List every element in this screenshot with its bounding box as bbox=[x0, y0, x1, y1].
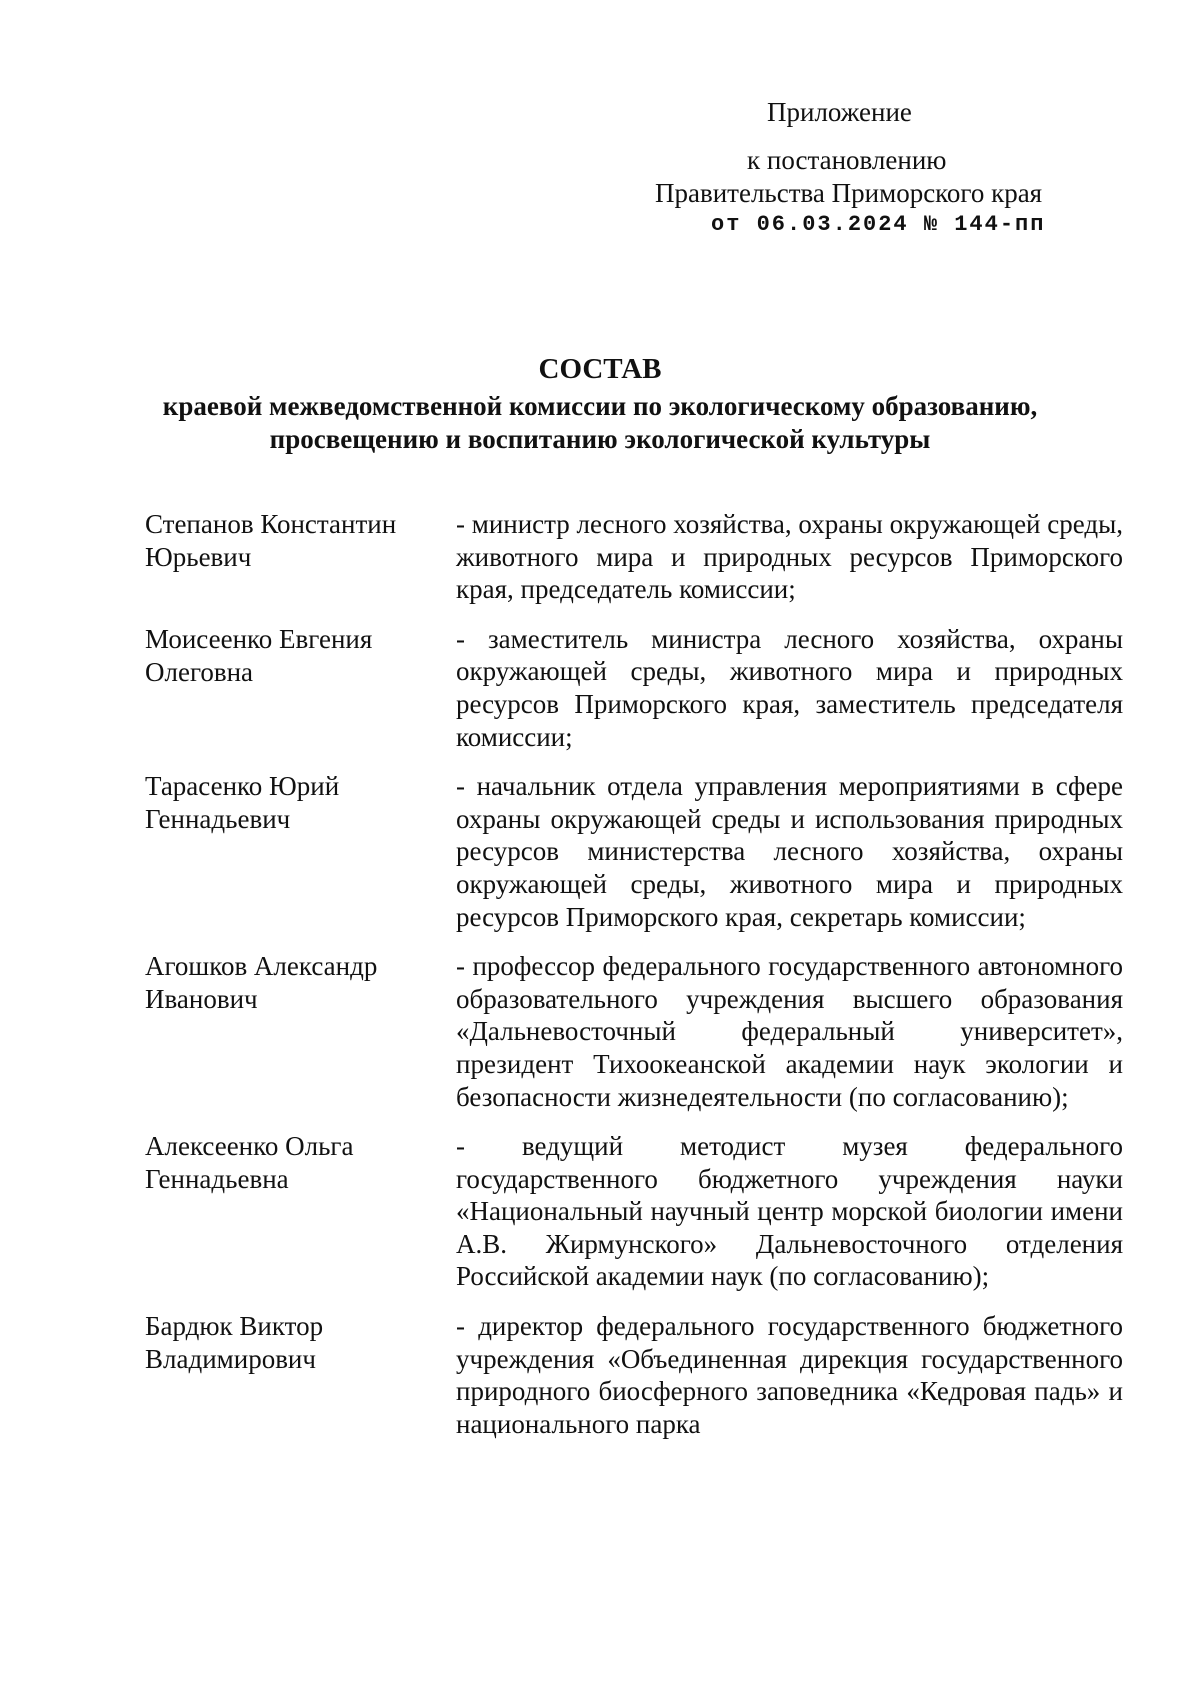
member-patronymic: Олеговна bbox=[145, 656, 254, 687]
member-role: - заместитель министра лесного хозяйства, охраны окружающей среды, животного мира и природных ресурсов Приморского края, заместитель председателя комиссии; bbox=[456, 623, 1123, 752]
appendix-resolution-ref: к постановлению bbox=[747, 145, 947, 175]
member-role: - профессор федерального государственного автономного образовательного учреждения высшего образования «Дальневосточный федеральный университет», президент Тихоокеанской академии наук экологии и безопасности жизнедеятельности (по согласованию); bbox=[456, 951, 1123, 1112]
member-entry bbox=[145, 950, 1125, 1113]
member-surname-first: Алексеенко Ольга bbox=[145, 1131, 354, 1162]
member-entry bbox=[145, 770, 1125, 933]
member-role: - министр лесного хозяйства, охраны окружающей среды, животного мира и природных ресурсов Приморского края, председатель комиссии; bbox=[456, 509, 1123, 605]
member-surname-first: Бардюк Виктор bbox=[145, 1311, 324, 1342]
title-subtitle-line-1: краевой межведомственной комиссии по экологическому образованию, bbox=[162, 391, 1038, 421]
member-surname-first: Тарасенко Юрий bbox=[145, 771, 340, 802]
member-patronymic: Геннадьевич bbox=[145, 804, 291, 835]
member-surname-first: Моисеенко Евгения bbox=[145, 623, 373, 654]
title-main: СОСТАВ bbox=[538, 353, 662, 385]
member-name bbox=[145, 950, 456, 1113]
member-patronymic: Владимирович bbox=[145, 1344, 316, 1375]
member-patronymic: Юрьевич bbox=[145, 542, 252, 572]
member-role: - директор федерального государственного бюджетного учреждения «Объединенная дирекция государственного природного биосферного заповедника «Кедровая падь» и национального парка bbox=[456, 1311, 1123, 1439]
member-entry bbox=[145, 623, 1125, 753]
member-list bbox=[145, 508, 1125, 1457]
member-surname-first: Степанов Константин bbox=[145, 509, 397, 539]
member-entry bbox=[145, 508, 1125, 606]
appendix-date-number: от 06.03.2024 № 144-пп bbox=[711, 212, 1046, 237]
appendix-government: Правительства Приморского края bbox=[655, 178, 1043, 208]
title-subtitle-line-2: просвещению и воспитанию экологической культуры bbox=[269, 424, 931, 454]
member-patronymic: Геннадьевна bbox=[145, 1164, 289, 1195]
member-name bbox=[145, 508, 456, 606]
member-entry bbox=[145, 1130, 1125, 1293]
member-role: - ведущий методист музея федерального государственного бюджетного учреждения науки «Национальный научный центр морской биологии имени А.В. Жирмунского» Дальневосточного отделения Российской академии наук (по согласованию); bbox=[456, 1131, 1123, 1292]
appendix-label: Приложение bbox=[767, 97, 912, 127]
member-name bbox=[145, 623, 456, 753]
member-name bbox=[145, 1310, 456, 1440]
member-role: - начальник отдела управления мероприятиями в сфере охраны окружающей среды и использования природных ресурсов министерства лесного хозяйства, охраны окружающей среды, животного мира и природных ресурсов Приморского края, секретарь комиссии; bbox=[456, 771, 1123, 932]
member-patronymic: Иванович bbox=[145, 984, 258, 1015]
member-surname-first: Агошков Александр bbox=[145, 951, 378, 982]
appendix-header bbox=[655, 96, 1085, 240]
member-name bbox=[145, 770, 456, 933]
member-name bbox=[145, 1130, 456, 1293]
member-entry bbox=[145, 1310, 1125, 1440]
document-title bbox=[0, 352, 1200, 456]
